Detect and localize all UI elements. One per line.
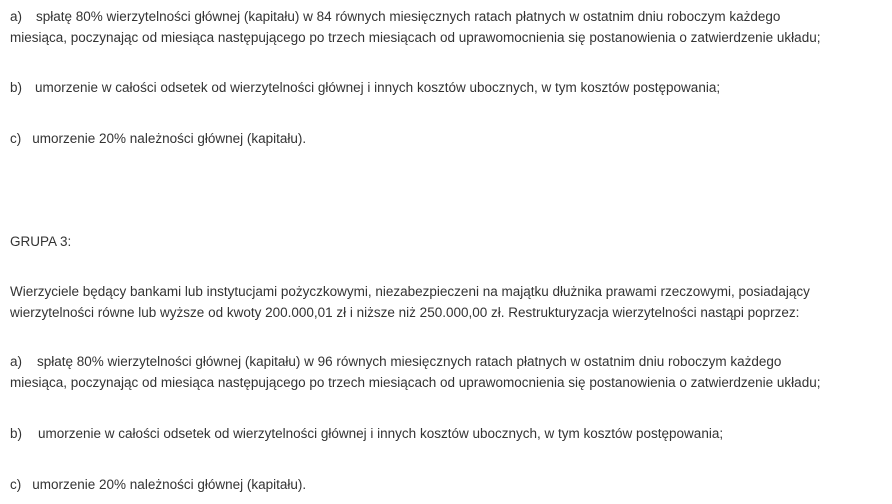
list-marker: a) bbox=[10, 9, 23, 24]
list-marker: b) bbox=[10, 80, 23, 95]
list-item-text: umorzenie 20% należności głównej (kapitału). bbox=[32, 477, 307, 492]
list-item-c-group2 bbox=[10, 128, 306, 149]
list-item-c-group3 bbox=[10, 474, 306, 495]
list-item-text: umorzenie w całości odsetek od wierzytelności głównej i innych kosztów ubocznych, w tym kosztów postępowania; bbox=[35, 80, 721, 95]
intro-line2: wierzytelności równe lub wyższe od kwoty 200.000,01 zł i niższe niż 250.000,00 zł. Restrukturyzacja wierzytelności nastąpi poprzez: bbox=[10, 305, 800, 320]
list-item-a-group3-line1 bbox=[10, 351, 820, 372]
section-heading-group3: GRUPA 3: bbox=[10, 234, 72, 249]
list-item-text: spłatę 80% wierzytelności głównej (kapitału) w 96 równych miesięcznych ratach płatnych w ostatnim dniu roboczym każdego bbox=[37, 354, 782, 369]
intro-line1: Wierzyciele będący bankami lub instytucjami pożyczkowymi, niezabezpieczeni na majątku dłużnika prawami rzeczowymi, posiadający bbox=[10, 284, 810, 299]
list-item-a-group2-line2: miesiąca, poczynając od miesiąca następującego po trzech miesiącach od uprawomocnienia się postanowienia o zatwierdzenie układu; bbox=[10, 30, 821, 45]
list-marker: b) bbox=[10, 426, 23, 441]
section-intro-group3 bbox=[10, 281, 810, 323]
list-marker: c) bbox=[10, 477, 22, 492]
list-item-text: umorzenie w całości odsetek od wierzytelności głównej i innych kosztów ubocznych, w tym kosztów postępowania; bbox=[38, 426, 724, 441]
list-marker: a) bbox=[10, 354, 23, 369]
list-item-a-group3-line2: miesiąca, poczynając od miesiąca następującego po trzech miesiącach od uprawomocnienia się postanowienia o zatwierdzenie układu; bbox=[10, 375, 821, 390]
list-item-a-group2 bbox=[10, 6, 820, 48]
list-item-text: umorzenie 20% należności głównej (kapitału). bbox=[32, 131, 307, 146]
list-item-b-group3 bbox=[10, 423, 723, 444]
list-item-a-group3 bbox=[10, 351, 820, 393]
list-item-b-group2 bbox=[10, 77, 720, 98]
list-item-text: spłatę 80% wierzytelności głównej (kapitału) w 84 równych miesięcznych ratach płatnych w ostatnim dniu roboczym każdego bbox=[36, 9, 781, 24]
list-marker: c) bbox=[10, 131, 22, 146]
list-item-a-group2-line1 bbox=[10, 6, 820, 27]
